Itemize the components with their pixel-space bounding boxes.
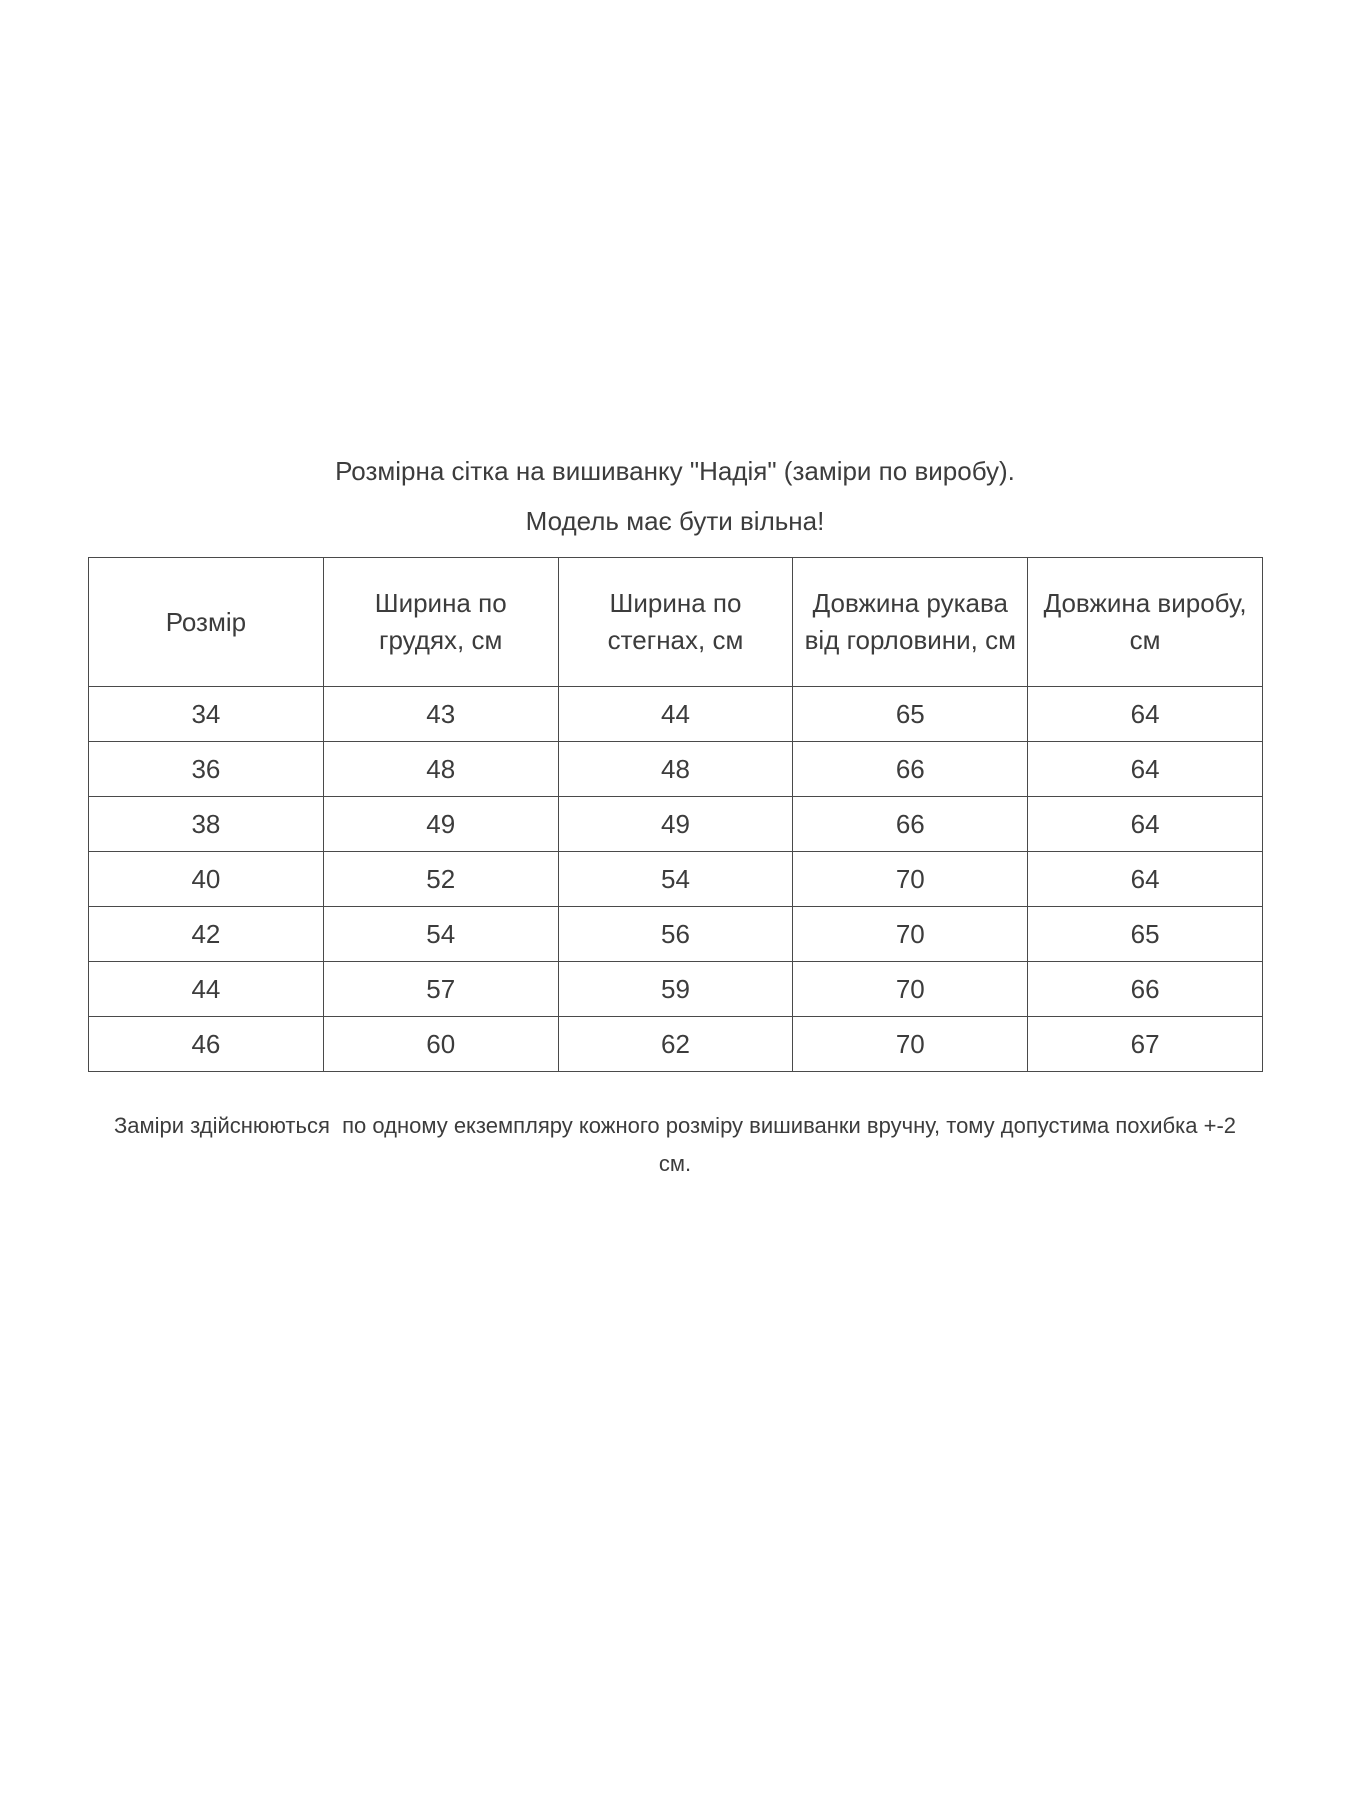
table-row (89, 1017, 1263, 1072)
table-cell: 46 (89, 1017, 324, 1072)
table-cell: 54 (323, 907, 558, 962)
measurement-note: Заміри здійснюються по одному екземпляру кожного розміру вишиванки вручну, тому допустима похибка +-2 см. (113, 1113, 1243, 1176)
table-cell: 48 (323, 742, 558, 797)
size-chart-title: Розмірна сітка на вишиванку "Надія" (заміри по виробу). (335, 456, 1015, 486)
table-row (89, 797, 1263, 852)
header-garment-length: Довжина виробу, см (1028, 558, 1263, 687)
table-cell: 64 (1028, 797, 1263, 852)
table-cell: 59 (558, 962, 793, 1017)
table-cell: 44 (89, 962, 324, 1017)
table-cell: 62 (558, 1017, 793, 1072)
table-cell: 66 (793, 742, 1028, 797)
header-sleeve-length: Довжина рукава від горловини, см (793, 558, 1028, 687)
table-cell: 65 (793, 687, 1028, 742)
table-cell: 64 (1028, 742, 1263, 797)
table-cell: 67 (1028, 1017, 1263, 1072)
size-table (88, 557, 1263, 1072)
header-size: Розмір (89, 558, 324, 687)
table-cell: 66 (793, 797, 1028, 852)
table-row (89, 687, 1263, 742)
table-cell: 38 (89, 797, 324, 852)
table-cell: 56 (558, 907, 793, 962)
table-cell: 52 (323, 852, 558, 907)
header-hip-width: Ширина по стегнах, см (558, 558, 793, 687)
table-cell: 34 (89, 687, 324, 742)
table-row (89, 742, 1263, 797)
table-cell: 70 (793, 852, 1028, 907)
table-cell: 57 (323, 962, 558, 1017)
header-chest-width: Ширина по грудях, см (323, 558, 558, 687)
table-cell: 60 (323, 1017, 558, 1072)
table-cell: 66 (1028, 962, 1263, 1017)
table-row (89, 962, 1263, 1017)
table-cell: 64 (1028, 852, 1263, 907)
table-row (89, 852, 1263, 907)
table-cell: 70 (793, 907, 1028, 962)
table-cell: 64 (1028, 687, 1263, 742)
table-cell: 70 (793, 962, 1028, 1017)
table-cell: 36 (89, 742, 324, 797)
table-cell: 65 (1028, 907, 1263, 962)
table-cell: 42 (89, 907, 324, 962)
table-cell: 40 (89, 852, 324, 907)
table-cell: 48 (558, 742, 793, 797)
table-cell: 49 (558, 797, 793, 852)
table-header-row (89, 558, 1263, 687)
size-chart-subtitle: Модель має бути вільна! (525, 506, 825, 536)
table-cell: 54 (558, 852, 793, 907)
table-row (89, 907, 1263, 962)
table-cell: 44 (558, 687, 793, 742)
table-cell: 43 (323, 687, 558, 742)
table-cell: 70 (793, 1017, 1028, 1072)
table-cell: 49 (323, 797, 558, 852)
